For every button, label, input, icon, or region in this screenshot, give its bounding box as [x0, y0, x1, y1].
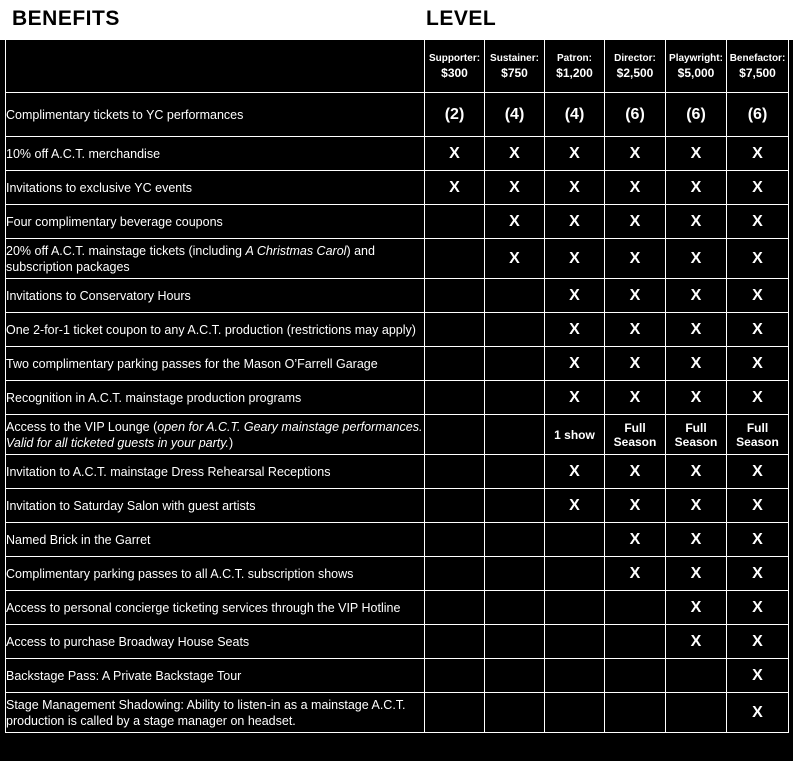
level-cell [485, 591, 545, 625]
level-cell: X [605, 171, 666, 205]
level-cell [425, 591, 485, 625]
benefit-label-text: Named Brick in the Garret [6, 532, 151, 547]
benefit-row [6, 415, 789, 455]
benefit-label-text: One 2-for-1 ticket coupon to any A.C.T. production (restrictions may apply) [6, 322, 416, 337]
benefit-label-text: Stage Management Shadowing: Ability to listen-in as a mainstage A.C.T. production is called by a stage manager on headset. [6, 697, 406, 728]
level-cell: X [485, 205, 545, 239]
level-heading: LEVEL [426, 7, 497, 30]
level-cell: Full Season [727, 415, 789, 455]
level-cell: X [605, 239, 666, 279]
level-header-0 [425, 40, 485, 93]
benefit-label-text: Two complimentary parking passes for the Mason O’Farrell Garage [6, 356, 378, 371]
benefit-label [6, 557, 425, 591]
level-cell: X [727, 625, 789, 659]
level-cell [605, 625, 666, 659]
benefit-row [6, 489, 789, 523]
level-cell: X [545, 347, 605, 381]
level-cell [425, 205, 485, 239]
benefit-row [6, 557, 789, 591]
level-cell: X [666, 137, 727, 171]
level-cell [545, 693, 605, 733]
level-cell: X [545, 279, 605, 313]
level-cell: X [727, 591, 789, 625]
benefit-label-text: Invitation to Saturday Salon with guest artists [6, 498, 256, 513]
level-name: Supporter: [428, 53, 481, 64]
benefit-label-text: Backstage Pass: A Private Backstage Tour [6, 668, 242, 683]
level-cell: X [666, 239, 727, 279]
benefit-label [6, 93, 425, 137]
level-cell: X [727, 137, 789, 171]
benefit-label-text: ) [229, 435, 234, 450]
level-name: Benefactor: [729, 53, 786, 64]
level-cell: X [425, 171, 485, 205]
level-cell [485, 381, 545, 415]
level-cell: X [666, 171, 727, 205]
level-header-2 [545, 40, 605, 93]
benefit-label-text: Access to personal concierge ticketing services through the VIP Hotline [6, 600, 401, 615]
level-header-row [6, 40, 789, 93]
level-price: $7,500 [739, 66, 776, 80]
level-name: Patron: [557, 53, 592, 64]
level-cell: X [727, 455, 789, 489]
level-cell: X [605, 313, 666, 347]
level-cell: X [666, 205, 727, 239]
level-cell [425, 625, 485, 659]
level-header-blank [6, 40, 425, 93]
benefit-label [6, 415, 425, 455]
benefit-label-text: Invitations to Conservatory Hours [6, 288, 191, 303]
level-cell: X [727, 659, 789, 693]
level-price: $2,500 [616, 66, 654, 80]
level-cell: X [727, 279, 789, 313]
level-name: Sustainer: [490, 53, 539, 64]
benefit-label [6, 205, 425, 239]
level-cell [425, 489, 485, 523]
benefit-label-italic: open for A.C.T. Geary mainstage performances. Valid for all ticketed guests in your party. [6, 419, 423, 450]
level-cell [425, 523, 485, 557]
level-header-5 [727, 40, 789, 93]
level-cell [485, 279, 545, 313]
level-cell: X [605, 347, 666, 381]
level-cell: X [727, 205, 789, 239]
level-name: Playwright: [669, 53, 723, 64]
level-cell [545, 659, 605, 693]
header-bar [0, 0, 793, 40]
level-cell [425, 239, 485, 279]
benefit-row [6, 239, 789, 279]
benefit-row [6, 625, 789, 659]
benefit-row [6, 205, 789, 239]
benefit-label [6, 455, 425, 489]
level-cell [485, 625, 545, 659]
level-cell: X [727, 239, 789, 279]
benefit-label-text: Recognition in A.C.T. mainstage production programs [6, 390, 302, 405]
level-cell: X [605, 279, 666, 313]
level-cell: X [666, 591, 727, 625]
benefit-row [6, 313, 789, 347]
level-cell: X [485, 239, 545, 279]
benefits-heading: BENEFITS [12, 7, 120, 30]
level-cell [666, 693, 727, 733]
level-cell: (6) [727, 93, 789, 137]
level-cell [485, 415, 545, 455]
level-cell: 1 show [545, 415, 605, 455]
level-cell: X [605, 381, 666, 415]
level-cell [425, 347, 485, 381]
benefit-row [6, 693, 789, 733]
level-cell [545, 557, 605, 591]
level-cell: X [727, 347, 789, 381]
benefit-label-text: Invitations to exclusive YC events [6, 180, 192, 195]
level-price: $750 [501, 66, 528, 80]
level-cell [425, 279, 485, 313]
level-cell: X [545, 171, 605, 205]
level-cell [425, 415, 485, 455]
level-cell [605, 659, 666, 693]
benefit-row [6, 347, 789, 381]
benefit-row [6, 171, 789, 205]
level-cell [425, 659, 485, 693]
benefit-label-text: Four complimentary beverage coupons [6, 214, 223, 229]
benefit-label [6, 279, 425, 313]
benefit-label-italic: A Christmas Carol [245, 243, 347, 258]
level-cell: (6) [605, 93, 666, 137]
benefit-label-text: Complimentary parking passes to all A.C.T. subscription shows [6, 566, 354, 581]
benefit-label-text: Invitation to A.C.T. mainstage Dress Rehearsal Receptions [6, 464, 331, 479]
level-cell: X [727, 313, 789, 347]
benefit-label-text: ) and subscription packages [6, 243, 375, 274]
level-cell: X [605, 523, 666, 557]
level-price: $5,000 [677, 66, 715, 80]
level-cell: X [727, 557, 789, 591]
level-cell [425, 313, 485, 347]
level-cell: X [545, 239, 605, 279]
level-price: $300 [441, 66, 468, 80]
level-cell: Full Season [666, 415, 727, 455]
level-cell: X [666, 279, 727, 313]
level-price: $1,200 [556, 66, 593, 80]
level-cell [605, 693, 666, 733]
level-cell: X [666, 625, 727, 659]
level-cell: X [666, 455, 727, 489]
level-cell [425, 693, 485, 733]
level-cell: X [666, 489, 727, 523]
benefit-rows [6, 93, 789, 733]
level-cell: X [666, 313, 727, 347]
level-cell: X [545, 381, 605, 415]
benefit-label-text: Access to the VIP Lounge ( [6, 419, 158, 434]
level-cell: Full Season [605, 415, 666, 455]
level-cell: (6) [666, 93, 727, 137]
level-cell: X [666, 381, 727, 415]
level-cell [545, 523, 605, 557]
level-cell [425, 381, 485, 415]
benefit-label [6, 381, 425, 415]
benefit-label-text: Complimentary tickets to YC performances [6, 107, 244, 122]
level-cell: X [485, 137, 545, 171]
benefit-label [6, 523, 425, 557]
benefit-row [6, 93, 789, 137]
level-cell [485, 659, 545, 693]
level-cell: X [666, 523, 727, 557]
level-cell [545, 591, 605, 625]
level-cell: X [727, 693, 789, 733]
benefit-label-text: 10% off A.C.T. merchandise [6, 146, 161, 161]
level-cell [666, 659, 727, 693]
level-cell: X [727, 489, 789, 523]
benefits-table [5, 39, 789, 733]
level-cell: X [727, 523, 789, 557]
benefit-label [6, 489, 425, 523]
level-cell: X [605, 489, 666, 523]
level-cell: (2) [425, 93, 485, 137]
level-cell [485, 455, 545, 489]
benefit-row [6, 137, 789, 171]
benefit-row [6, 659, 789, 693]
level-cell: (4) [545, 93, 605, 137]
level-cell: X [605, 455, 666, 489]
benefit-row [6, 591, 789, 625]
benefit-label [6, 137, 425, 171]
level-cell: X [727, 381, 789, 415]
benefit-label [6, 591, 425, 625]
level-header-4 [666, 40, 727, 93]
level-cell [425, 557, 485, 591]
level-cell: X [485, 171, 545, 205]
benefit-label [6, 313, 425, 347]
level-cell [485, 347, 545, 381]
level-cell [545, 625, 605, 659]
level-cell: X [545, 489, 605, 523]
benefit-row [6, 381, 789, 415]
level-cell: X [605, 137, 666, 171]
level-cell: X [605, 205, 666, 239]
level-header-3 [605, 40, 666, 93]
benefit-label [6, 347, 425, 381]
level-cell: (4) [485, 93, 545, 137]
level-cell [485, 693, 545, 733]
benefit-label-text: Access to purchase Broadway House Seats [6, 634, 250, 649]
benefit-label [6, 239, 425, 279]
benefit-row [6, 279, 789, 313]
benefit-label-text: 20% off A.C.T. mainstage tickets (including [6, 243, 246, 258]
level-cell [605, 591, 666, 625]
level-cell: X [666, 557, 727, 591]
benefit-row [6, 523, 789, 557]
level-cell: X [727, 171, 789, 205]
level-name: Director: [614, 53, 656, 64]
level-cell: X [545, 455, 605, 489]
level-cell [425, 455, 485, 489]
level-cell: X [545, 205, 605, 239]
level-cell [485, 313, 545, 347]
benefit-row [6, 455, 789, 489]
level-cell: X [545, 137, 605, 171]
level-cell: X [605, 557, 666, 591]
benefit-label [6, 171, 425, 205]
level-cell: X [425, 137, 485, 171]
benefit-label [6, 625, 425, 659]
level-cell [485, 557, 545, 591]
benefit-label [6, 693, 425, 733]
level-cell: X [545, 313, 605, 347]
benefit-label [6, 659, 425, 693]
level-header-1 [485, 40, 545, 93]
level-cell [485, 523, 545, 557]
level-cell: X [666, 347, 727, 381]
level-cell [485, 489, 545, 523]
